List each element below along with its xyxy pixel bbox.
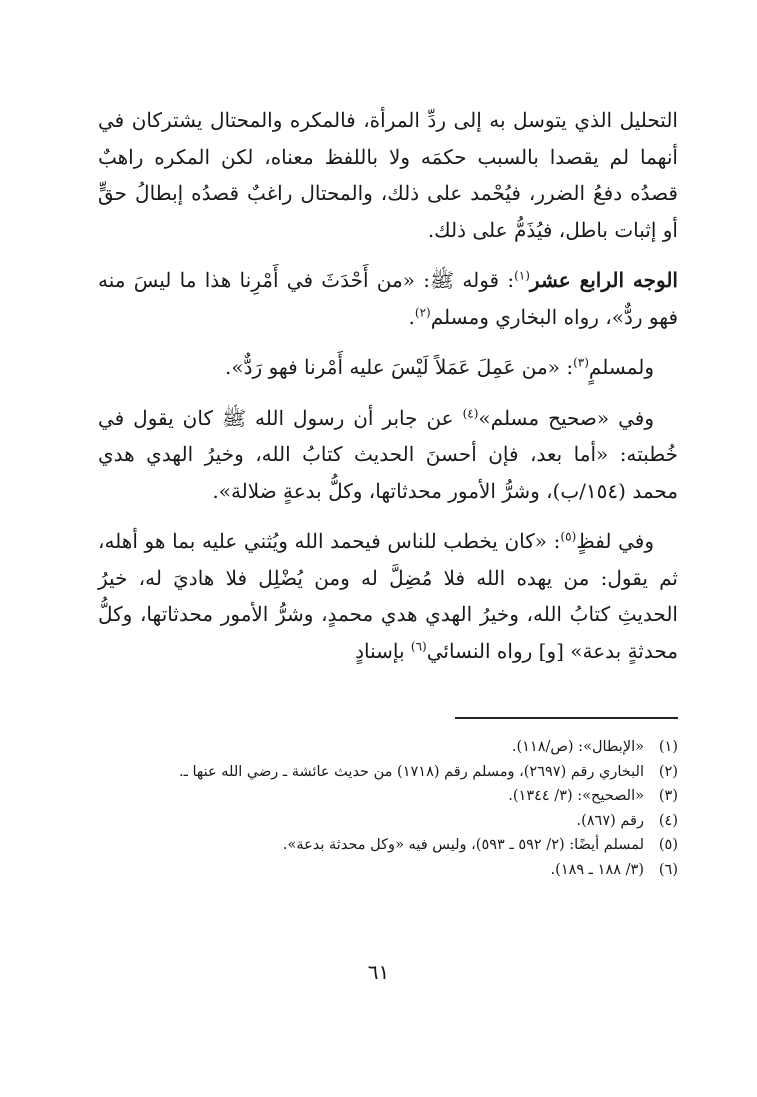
paragraph-4-text: وفي «صحيح مسلم» — [478, 405, 654, 430]
footnote-ref-4[interactable]: (٤) — [462, 405, 479, 420]
footnote-item — [98, 833, 678, 858]
footnote-ref-2[interactable]: (٢) — [414, 304, 431, 319]
footnote-text: «الصحيح»: (٣/ ١٣٤٤). — [508, 788, 644, 804]
footnote-item — [98, 809, 678, 834]
footnote-ref-3[interactable]: (٣) — [573, 355, 589, 370]
footnote-number: (٢) — [658, 763, 678, 780]
main-text — [98, 102, 678, 683]
paragraph-2-text: : قوله ﷺ: «من أَحْدَثَ في أَمْرِنا هذا ما ليسَ منه فهو ردٌّ»، رواه البخاري ومسلم — [98, 268, 678, 329]
footnote-text: لمسلم أيضًا: (٢/ ٥٩٢ ـ ٥٩٣)، وليس فيه «وكل محدثة بدعة». — [282, 837, 644, 853]
footnote-number: (١) — [658, 739, 678, 755]
footnote-item — [98, 760, 678, 785]
footnote-item — [98, 858, 678, 883]
footnote-ref-5[interactable]: (٥) — [560, 529, 577, 544]
footnotes — [98, 735, 678, 882]
footnote-text: «الإبطال»: (ص/١١٨). — [511, 739, 644, 755]
footnote-item — [98, 735, 678, 760]
paragraph-3-text: ولمسلمٍ — [588, 355, 654, 379]
footnote-divider — [455, 717, 678, 719]
paragraph-3 — [98, 349, 678, 386]
paragraph-2-end: . — [408, 304, 415, 329]
paragraph-5 — [98, 523, 678, 669]
page-number: ٦١ — [367, 960, 390, 984]
footnote-number: (٤) — [658, 812, 678, 829]
paragraph-4-end: عن جابر أن رسول الله ﷺ كان يقول في خُطبته: «أما بعد، فإن أحسنَ الحديث كتابُ الله، وخيرُ الهدي هدي محمد (١٥٤/ب)، وشرُّ الأمور محدثاتها، وكلُّ بدعةٍ ضلالة». — [98, 405, 678, 503]
paragraph-5-mid: : «كان يخطب للناس فيحمد الله ويُثني عليه بما هو أهله، ثم يقول: من يهده الله فلا مُضِلَّ له ومن يُضْلِل فلا هاديَ له، خيرُ الحديثِ كتابُ الله، وخيرُ الهدي هدي محمدٍ، وشرُّ الأمور محدثاتها، وكلُّ محدثةٍ بدعة» [و] رواه النسائي — [98, 529, 678, 663]
paragraph-1 — [98, 102, 678, 248]
footnote-number: (٥) — [658, 837, 678, 853]
footnote-number: (٦) — [658, 861, 678, 878]
paragraph-2 — [98, 262, 678, 335]
paragraph-1-text: التحليل الذي يتوسل به إلى ردِّ المرأة، فالمكره والمحتال يشتركان في أنهما لم يقصدا بالسبب حكمَه ولا باللفظ معناه، لكن المكره راهبٌ قصدُه دفعُ الضرر، فيُحْمد على ذلك، والمحتال راغبٌ قصدُه إبطالُ حقٍّ أو إثبات باطل، فيُذَمُّ على ذلك. — [98, 108, 678, 242]
paragraph-3-end: : «من عَمِلَ عَمَلاً لَيْسَ عليه أَمْرنا فهو رَدٌّ». — [225, 355, 574, 379]
footnote-ref-6[interactable]: (٦) — [410, 638, 427, 653]
footnote-number: (٣) — [658, 788, 678, 804]
paragraph-5-text: وفي لفظٍ — [576, 529, 654, 553]
section-heading: الوجه الرابع عشر — [529, 268, 678, 292]
footnote-item — [98, 784, 678, 809]
footnote-text: (٣/ ١٨٨ ـ ١٨٩). — [550, 861, 644, 878]
footnote-text: البخاري رقم (٢٦٩٧)، ومسلم رقم (١٧١٨) من حديث عائشة ـ رضي الله عنها ـ. — [179, 763, 644, 780]
paragraph-4 — [98, 400, 678, 510]
footnote-text: رقم (٨٦٧). — [576, 812, 644, 829]
paragraph-5-end: بإسنادٍ — [355, 638, 411, 663]
footnote-ref-1[interactable]: (١) — [514, 268, 530, 283]
